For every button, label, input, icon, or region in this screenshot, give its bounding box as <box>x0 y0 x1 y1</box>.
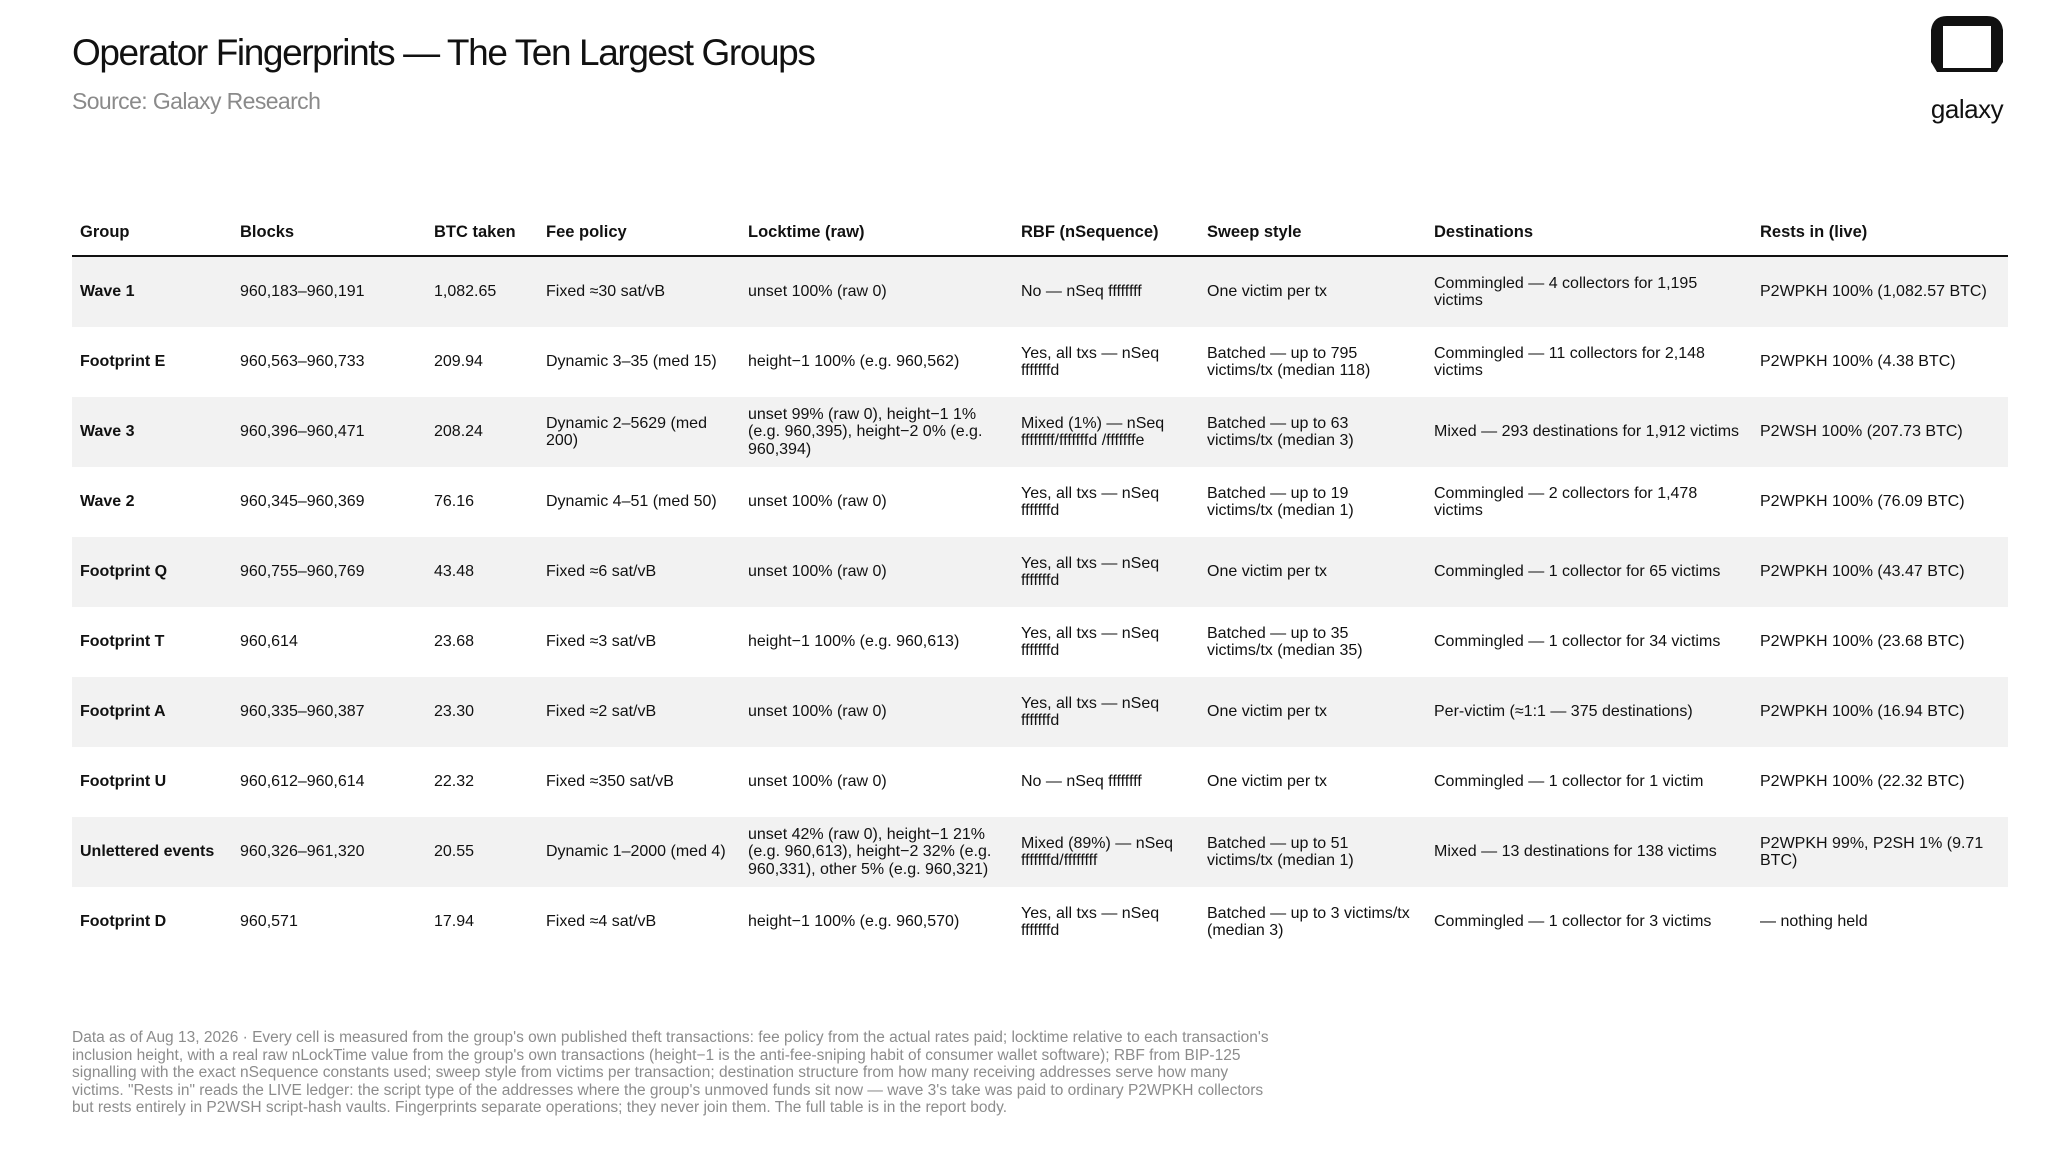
cell-group: Footprint U <box>80 773 167 791</box>
cell-blocks: 960,335–960,387 <box>232 677 426 747</box>
cell-fee-policy: Fixed ≈6 sat/vB <box>538 537 740 607</box>
cell-sweep-style: Batched — up to 3 victims/tx (median 3) <box>1207 904 1410 939</box>
cell-destinations: Commingled — 1 collector for 1 victim <box>1434 773 1704 791</box>
cell-rbf: Mixed (89%) — nSeq fffffffd/ffffffff <box>1013 817 1199 887</box>
cell-destinations: Commingled — 1 collector for 3 victims <box>1434 913 1712 931</box>
cell-blocks: 960,183–960,191 <box>232 256 426 327</box>
table-body <box>72 256 2008 957</box>
cell-fee-policy: Dynamic 2–5629 (med 200) <box>538 397 740 467</box>
cell-fee-policy: Fixed ≈350 sat/vB <box>546 773 674 791</box>
table-row <box>72 747 2008 817</box>
cell-locktime: unset 100% (raw 0) <box>748 773 887 791</box>
cell-sweep-style: Batched — up to 795 victims/tx (median 118) <box>1207 344 1371 379</box>
cell-locktime: height−1 100% (e.g. 960,562) <box>748 353 960 371</box>
cell-destinations: Commingled — 1 collector for 65 victims <box>1426 537 1752 607</box>
column-header-rests-in: Rests in (live) <box>1752 210 2008 256</box>
cell-locktime: height−1 100% (e.g. 960,570) <box>748 913 960 931</box>
column-header-sweep-style: Sweep style <box>1199 210 1426 256</box>
cell-btc-taken: 17.94 <box>434 913 475 931</box>
cell-locktime: unset 100% (raw 0) <box>740 677 1013 747</box>
cell-destinations: Commingled — 11 collectors for 2,148 victims <box>1434 344 1705 379</box>
page-subtitle: Source: Galaxy Research <box>72 88 321 114</box>
cell-sweep-style: Batched — up to 35 victims/tx (median 35) <box>1207 624 1363 659</box>
table-row <box>72 817 2008 887</box>
cell-sweep-style: Batched — up to 51 victims/tx (median 1) <box>1199 817 1426 887</box>
cell-locktime: unset 42% (raw 0), height−1 21% (e.g. 960,613), height−2 32% (e.g. 960,331), other 5% (e.g. 960,321) <box>740 817 1013 887</box>
cell-destinations: Commingled — 4 collectors for 1,195 victims <box>1426 256 1752 327</box>
cell-destinations: Mixed — 13 destinations for 138 victims <box>1426 817 1752 887</box>
cell-blocks: 960,755–960,769 <box>232 537 426 607</box>
cell-btc-taken: 22.32 <box>434 773 475 791</box>
cell-locktime: unset 100% (raw 0) <box>740 256 1013 327</box>
cell-rbf: Yes, all txs — nSeq fffffffd <box>1021 484 1160 519</box>
cell-fee-policy: Dynamic 3–35 (med 15) <box>546 353 717 371</box>
table-row <box>72 397 2008 467</box>
cell-fee-policy: Fixed ≈3 sat/vB <box>546 633 657 651</box>
cell-blocks: 960,563–960,733 <box>240 353 365 371</box>
cell-group: Footprint T <box>80 633 165 651</box>
cell-rests-in: P2WPKH 100% (43.47 BTC) <box>1752 537 2008 607</box>
cell-sweep-style: One victim per tx <box>1199 256 1426 327</box>
cell-blocks: 960,612–960,614 <box>240 773 365 791</box>
cell-btc-taken: 76.16 <box>434 493 475 511</box>
table-row <box>72 537 2008 607</box>
cell-rests-in: P2WPKH 100% (76.09 BTC) <box>1760 493 1965 511</box>
cell-sweep-style: One victim per tx <box>1207 773 1328 791</box>
cell-rests-in: P2WPKH 100% (4.38 BTC) <box>1760 353 1956 371</box>
cell-rbf: Yes, all txs — nSeq fffffffd <box>1021 624 1160 659</box>
cell-fee-policy: Fixed ≈30 sat/vB <box>538 256 740 327</box>
cell-fee-policy: Fixed ≈2 sat/vB <box>538 677 740 747</box>
galaxy-logo-mark-icon <box>1927 12 2007 88</box>
column-header-btc-taken: BTC taken <box>426 210 538 256</box>
column-header-blocks: Blocks <box>232 210 426 256</box>
cell-destinations: Mixed — 293 destinations for 1,912 victims <box>1426 397 1752 467</box>
cell-rests-in: P2WPKH 100% (1,082.57 BTC) <box>1752 256 2008 327</box>
cell-sweep-style: One victim per tx <box>1199 677 1426 747</box>
cell-btc-taken: 209.94 <box>434 353 483 371</box>
cell-locktime: unset 100% (raw 0) <box>740 537 1013 607</box>
cell-fee-policy: Fixed ≈4 sat/vB <box>546 913 657 931</box>
cell-rests-in: P2WPKH 100% (23.68 BTC) <box>1760 633 1965 651</box>
cell-group: Wave 2 <box>80 493 135 511</box>
fingerprints-table <box>72 210 2008 957</box>
table-header-row <box>72 210 2008 256</box>
cell-rbf: No — nSeq ffffffff <box>1013 256 1199 327</box>
cell-destinations: Commingled — 1 collector for 34 victims <box>1434 633 1721 651</box>
cell-btc-taken: 43.48 <box>426 537 538 607</box>
footnote: Data as of Aug 13, 2026 · Every cell is measured from the group's own published theft transactions: fee policy from the actual rates paid; locktime relative to each transaction's inclusion height, with a real raw nLockTime value from the group's own transactions (height−1 is the anti-fee-sniping habit of consumer wallet software); RBF from BIP-125 signalling with the exact nSequence constants used; sweep style from victims per transaction; destination structure from how many receiving addresses serve how many victims. "Rests in" reads the LIVE ledger: the script type of the addresses where the group's unmoved funds sit now — wave 3's take was paid to ordinary P2WPKH collectors but rests entirely in P2WSH script-hash vaults. Fingerprints separate operations; they never join them. The full table is in the report body. <box>72 1029 1269 1117</box>
cell-btc-taken: 1,082.65 <box>426 256 538 327</box>
cell-sweep-style: Batched — up to 63 victims/tx (median 3) <box>1199 397 1426 467</box>
cell-destinations: Per-victim (≈1:1 — 375 destinations) <box>1426 677 1752 747</box>
table-row <box>72 467 2008 537</box>
cell-locktime: unset 99% (raw 0), height−1 1% (e.g. 960,395), height−2 0% (e.g. 960,394) <box>740 397 1013 467</box>
cell-group: Footprint Q <box>72 537 232 607</box>
table-row <box>72 327 2008 397</box>
column-header-fee-policy: Fee policy <box>538 210 740 256</box>
column-header-destinations: Destinations <box>1426 210 1752 256</box>
cell-group: Footprint E <box>80 353 166 371</box>
cell-blocks: 960,326–961,320 <box>232 817 426 887</box>
cell-fee-policy: Dynamic 1–2000 (med 4) <box>538 817 740 887</box>
cell-btc-taken: 23.68 <box>434 633 475 651</box>
cell-btc-taken: 23.30 <box>426 677 538 747</box>
cell-locktime: unset 100% (raw 0) <box>748 493 887 511</box>
galaxy-wordmark: galaxy <box>1930 94 2004 124</box>
cell-rbf: No — nSeq ffffffff <box>1021 773 1142 791</box>
column-header-locktime: Locktime (raw) <box>740 210 1013 256</box>
table-row <box>72 256 2008 327</box>
cell-blocks: 960,396–960,471 <box>232 397 426 467</box>
cell-rests-in: — nothing held <box>1760 913 1868 931</box>
cell-rests-in: P2WSH 100% (207.73 BTC) <box>1752 397 2008 467</box>
cell-blocks: 960,345–960,369 <box>240 493 365 511</box>
cell-btc-taken: 208.24 <box>426 397 538 467</box>
cell-group: Footprint A <box>72 677 232 747</box>
table-row <box>72 887 2008 957</box>
cell-blocks: 960,614 <box>240 633 298 651</box>
cell-group: Unlettered events <box>72 817 232 887</box>
column-header-rbf: RBF (nSequence) <box>1013 210 1199 256</box>
cell-rbf: Yes, all txs — nSeq fffffffd <box>1013 677 1199 747</box>
cell-fee-policy: Dynamic 4–51 (med 50) <box>546 493 717 511</box>
cell-destinations: Commingled — 2 collectors for 1,478 victims <box>1434 484 1698 519</box>
cell-group: Footprint D <box>80 913 167 931</box>
cell-rbf: Mixed (1%) — nSeq ffffffff/fffffffd /fffffffe <box>1013 397 1199 467</box>
cell-group: Wave 3 <box>72 397 232 467</box>
cell-group: Wave 1 <box>72 256 232 327</box>
cell-btc-taken: 20.55 <box>426 817 538 887</box>
table-row <box>72 677 2008 747</box>
cell-rests-in: P2WPKH 99%, P2SH 1% (9.71 BTC) <box>1752 817 2008 887</box>
cell-locktime: height−1 100% (e.g. 960,613) <box>748 633 960 651</box>
cell-sweep-style: One victim per tx <box>1199 537 1426 607</box>
cell-rbf: Yes, all txs — nSeq fffffffd <box>1021 344 1160 379</box>
cell-rbf: Yes, all txs — nSeq fffffffd <box>1021 904 1160 939</box>
column-header-group: Group <box>72 210 232 256</box>
cell-rests-in: P2WPKH 100% (22.32 BTC) <box>1760 773 1965 791</box>
cell-sweep-style: Batched — up to 19 victims/tx (median 1) <box>1207 484 1354 519</box>
page-title: Operator Fingerprints — The Ten Largest Groups <box>72 32 815 73</box>
cell-rbf: Yes, all txs — nSeq fffffffd <box>1013 537 1199 607</box>
table-row <box>72 607 2008 677</box>
cell-blocks: 960,571 <box>240 913 298 931</box>
cell-rests-in: P2WPKH 100% (16.94 BTC) <box>1752 677 2008 747</box>
galaxy-logo <box>1927 12 2007 128</box>
